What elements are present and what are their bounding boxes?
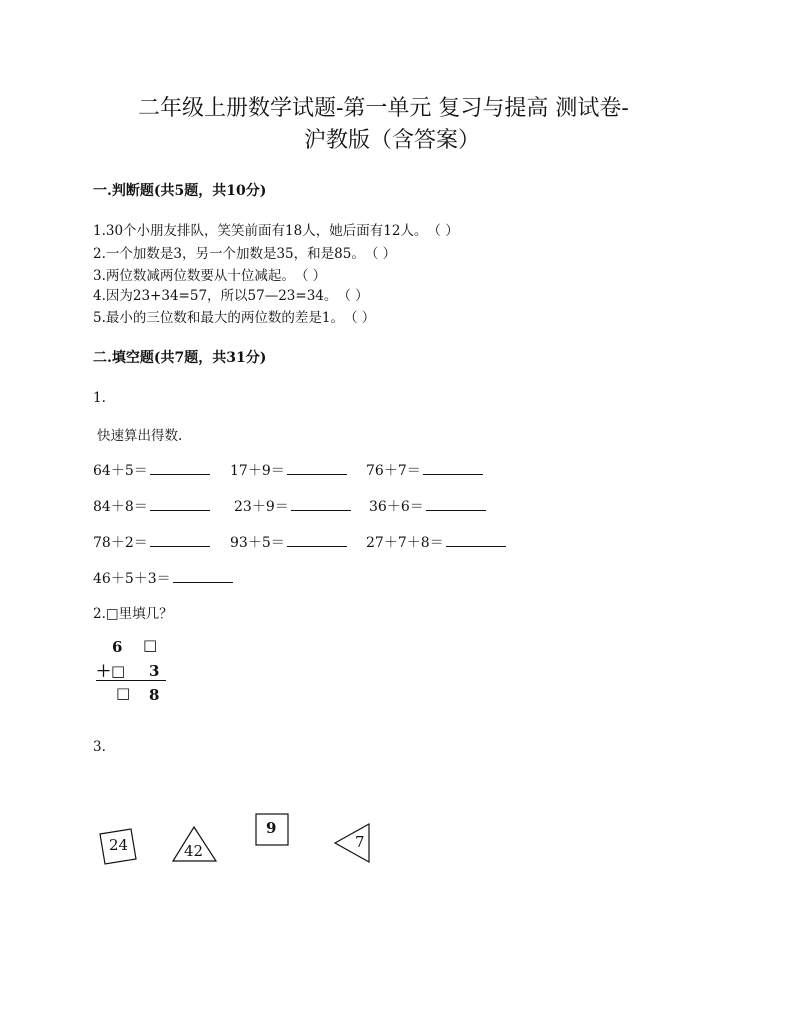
calc-item: 78＋2＝ [93,532,210,552]
vertical-operator: ＋□ [96,662,126,680]
vertical-digit: 8 [149,686,160,704]
shape-number: 24 [109,836,129,854]
vertical-digit: 6 [112,638,123,656]
calc-item: 76＋7＝ [366,460,483,480]
calc-item: 17＋9＝ [230,460,347,480]
calc-item: 46＋5＋3＝ [93,568,233,588]
calc-item: 23＋9＝ [234,496,351,516]
shape-number: 9 [266,819,277,837]
calc-item: 27＋7＋8＝ [366,532,506,552]
question-2-prompt: 2.□里填几？ [93,606,173,622]
vertical-digit: 3 [149,662,160,680]
judge-item-1: 1.30个小朋友排队，笑笑前面有18人，她后面有12人。 （ ） [93,223,459,239]
judge-item-4: 4.因为23+34=57，所以57—23=34。 （ ） [93,288,369,304]
vertical-box: □ [143,636,158,654]
calc-item: 36＋6＝ [369,496,486,516]
calc-item: 64＋5＝ [93,460,210,480]
judge-item-3: 3.两位数减两位数要从十位减起。 （ ） [93,268,327,284]
question-1-number: 1. [93,390,106,406]
calc-item: 84＋8＝ [93,496,210,516]
shape-number: 7 [355,833,365,851]
title-line-1: 二年级上册数学试题-第一单元 复习与提高 测试卷- [138,96,629,121]
section-2-heading: 二.填空题(共7题，共31分) [93,350,267,366]
judge-item-5: 5.最小的三位数和最大的两位数的差是1。 （ ） [93,310,376,326]
question-1-prompt: 快速算出得数. [97,428,183,444]
title-line-2: 沪教版（含答案） [304,128,481,153]
judge-item-2: 2.一个加数是3，另一个加数是35，和是85。 （ ） [93,246,397,262]
vertical-rule [96,680,166,681]
vertical-box: □ [116,684,131,702]
shape-number: 42 [184,842,204,860]
calc-item: 93＋5＝ [230,532,347,552]
section-1-heading: 一.判断题(共5题，共10分) [93,183,267,199]
question-3-number: 3. [93,739,106,755]
left-pointing-triangle-shape [333,822,373,866]
